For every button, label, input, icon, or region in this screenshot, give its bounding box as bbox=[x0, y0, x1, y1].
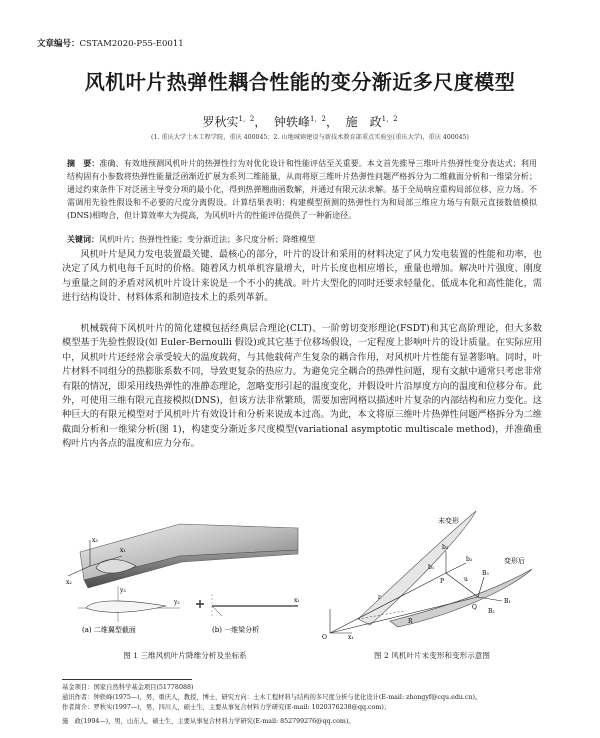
author-list: 罗秋实$^{1,2}$， 钟轶峰$^{1,2}$， 施 政$^{1,2}$ bbox=[202, 115, 398, 129]
fig2-label-x1: x₁ bbox=[348, 634, 354, 641]
abstract-text: 准确、有效地预测风机叶片的热弹性行为对优化设计和性能评估至关重要。本文首先推导三维叶片热弹性变分表达式；利用结构固有小参数将热弹性能量泛函渐近扩展为系列二维能量，从而将原三维叶片热弹性问题严格拆分为二维截面分析和一维梁分析；通过约束条件下对泛函主导变分项的最小化，得到热弹翘曲函数解，并通过有限元法求解。基于全局响应重构局部位移、应力场。不需调用先验性假设和不必要的尺度分离假设。计算结果表明：构建模型预测的热弹性行为和局部三维应力场与有限元直接数值模拟(DNS)相吻合，但计算效率大为提高，为风机叶片的性能评估提供了一种新途径。 bbox=[67, 159, 537, 220]
fig2-label-B1: B₁ bbox=[504, 598, 511, 605]
footnote-author-2: 施 政(1994—)，男，山东人，硕士生，主要从事复合材料力学研究(E-mail: 852799276@qq.com)。 bbox=[62, 718, 355, 725]
fig2-label-deformed: 变形后 bbox=[504, 557, 525, 565]
figure-2-caption: 图 2 风机叶片未变形和变形示意图 bbox=[374, 651, 490, 660]
author-affil-sup: 1，2 bbox=[238, 115, 255, 123]
fig1-sub-b: (b) 一维梁分析 bbox=[212, 626, 260, 634]
fig1-label-y2: y₂ bbox=[174, 599, 180, 606]
author-name: 施 政 bbox=[345, 115, 382, 129]
abstract-label: 摘 要： bbox=[67, 159, 100, 168]
footnote-funding: 基金项目：国家自然科学基金项目(51778088) bbox=[62, 684, 194, 691]
fig2-label-b2: b₂ bbox=[466, 556, 473, 563]
body-paragraph-1: 风机叶片是风力发电装置最关键、最核心的部分，叶片的设计和采用的材料决定了风力发电装置的性能和功率，也决定了风力机电每千瓦时的价格。随着风力机单机容量增大，叶片长度也相应增长，重量也增加。解决叶片强度、刚度与重量之间的矛盾对风机叶片设计来说是一个不小的挑战。叶片大型化的同时还要求轻量化、低成本化和高性能化，需进行结构设计、材料体系和制造技术上的系列革新。 bbox=[62, 249, 542, 304]
article-number-label: 文章编号： bbox=[37, 39, 80, 49]
fig2-label-O: O bbox=[322, 634, 327, 641]
affiliation: (1. 重庆大学土木工程学院，重庆 400045；2. 山地城镇建设与新技术教育部重点实验室(重庆大学)，重庆 400045) bbox=[151, 134, 469, 141]
abstract bbox=[67, 157, 537, 222]
fig2-label-undeformed: 未变形 bbox=[438, 517, 459, 525]
keywords-text: 风机叶片；热弹性性能；变分渐近法；多尺度分析；降维模型 bbox=[99, 235, 315, 244]
figure-1-caption: 图 1 三维风机叶片降维分析及坐标系 bbox=[123, 651, 247, 660]
fig2-label-B2: B₂ bbox=[488, 608, 495, 615]
fig1-label-x3: x₃ bbox=[92, 537, 98, 544]
fig2-label-R: R bbox=[408, 618, 413, 625]
body-paragraph-2: 机械载荷下风机叶片的简化建模包括经典层合理论(CLT)、一阶剪切变形理论(FSDT)和其它高阶理论，但大多数模型基于先验性假设(如 Euler-Bernoulli 假设)或其它基于位移场假设，一定程度上影响叶片的设计质量。在实际应用中，风机叶片还经常会承受较大的温度载荷，与其他载荷产生复杂的耦合作用，对风机叶片性能有显著影响。同时，叶片材料不同组分的热膨胀系数不同，导致更复杂的热应力。为避免完全耦合的热弹性问题，现有文献中通常只考虑非常有限的情况，即采用线热弹性的准静态理论，忽略变形引起的温度变化，并假设叶片沿厚度方向的温度和位移分布。此外，可使用三维有限元直接模拟(DNS)，但该方法非常繁琐，需要加密网格以描述叶片复杂的内部结构和应力变化。这种巨大的有限元模型对于风机叶片有效设计和分析来说成本过高。为此，本文将原三维叶片热弹性问题严格拆分为二维截面分析和一维梁分析(图 1)，构建变分渐近多尺度模型(variational asymptotic multiscale method)，并准确重构叶片内各点的温度和应力分布。 bbox=[62, 323, 542, 450]
fig1-sub-a: (a) 二维翼型截面 bbox=[82, 626, 136, 634]
footnote-author-1: 作者简介：罗秋实(1997—)，男，四川人，硕士生，主要从事复合材料力学研究(E-mail: 1020376238@qq.com)； bbox=[62, 704, 391, 711]
fig2-label-b3: b₃ bbox=[442, 544, 449, 551]
keywords bbox=[67, 234, 537, 245]
keywords-label: 关键词： bbox=[67, 235, 99, 244]
author-name: 罗秋实 bbox=[202, 115, 239, 129]
fig2-label-P: P bbox=[440, 578, 445, 585]
footnote-divider bbox=[62, 679, 192, 680]
figure-1-diagram bbox=[62, 510, 308, 635]
fig2-label-B3: B₃ bbox=[482, 570, 489, 577]
fig2-label-u: u bbox=[464, 576, 468, 583]
fig2-label-b1: b₁ bbox=[428, 564, 435, 571]
paper-title: 风机叶片热弹性耦合性能的变分渐近多尺度模型 bbox=[84, 70, 516, 94]
fig1-label-x2: x₂ bbox=[66, 579, 72, 586]
author-name: 钟轶峰 bbox=[274, 115, 311, 129]
author-affil-sup: 1，2 bbox=[381, 115, 398, 123]
footnote-corresponding: 通讯作者：钟轶峰(1975—)，男，重庆人，教授，博士，研究方向：土木工程材料与结构的多尺度分析与优化设计(E-mail: zhongyf@cqu.edu.cn)。 bbox=[62, 694, 482, 701]
fig1-label-x1-beam: x₁ bbox=[294, 597, 300, 604]
fig1-label-y3: y₃ bbox=[120, 587, 126, 594]
fig1-label-x1: x₁ bbox=[120, 547, 126, 554]
article-number bbox=[37, 37, 184, 49]
figure-2-diagram bbox=[318, 493, 546, 641]
airfoil-2d bbox=[86, 601, 166, 612]
author-affil-sup: 1，2 bbox=[310, 115, 326, 123]
fig2-label-Q: Q bbox=[472, 604, 477, 611]
plus-icon bbox=[196, 600, 204, 608]
article-number-value: CSTAM2020-P55-E0011 bbox=[79, 39, 184, 49]
fig2-label-r: r bbox=[378, 594, 381, 601]
